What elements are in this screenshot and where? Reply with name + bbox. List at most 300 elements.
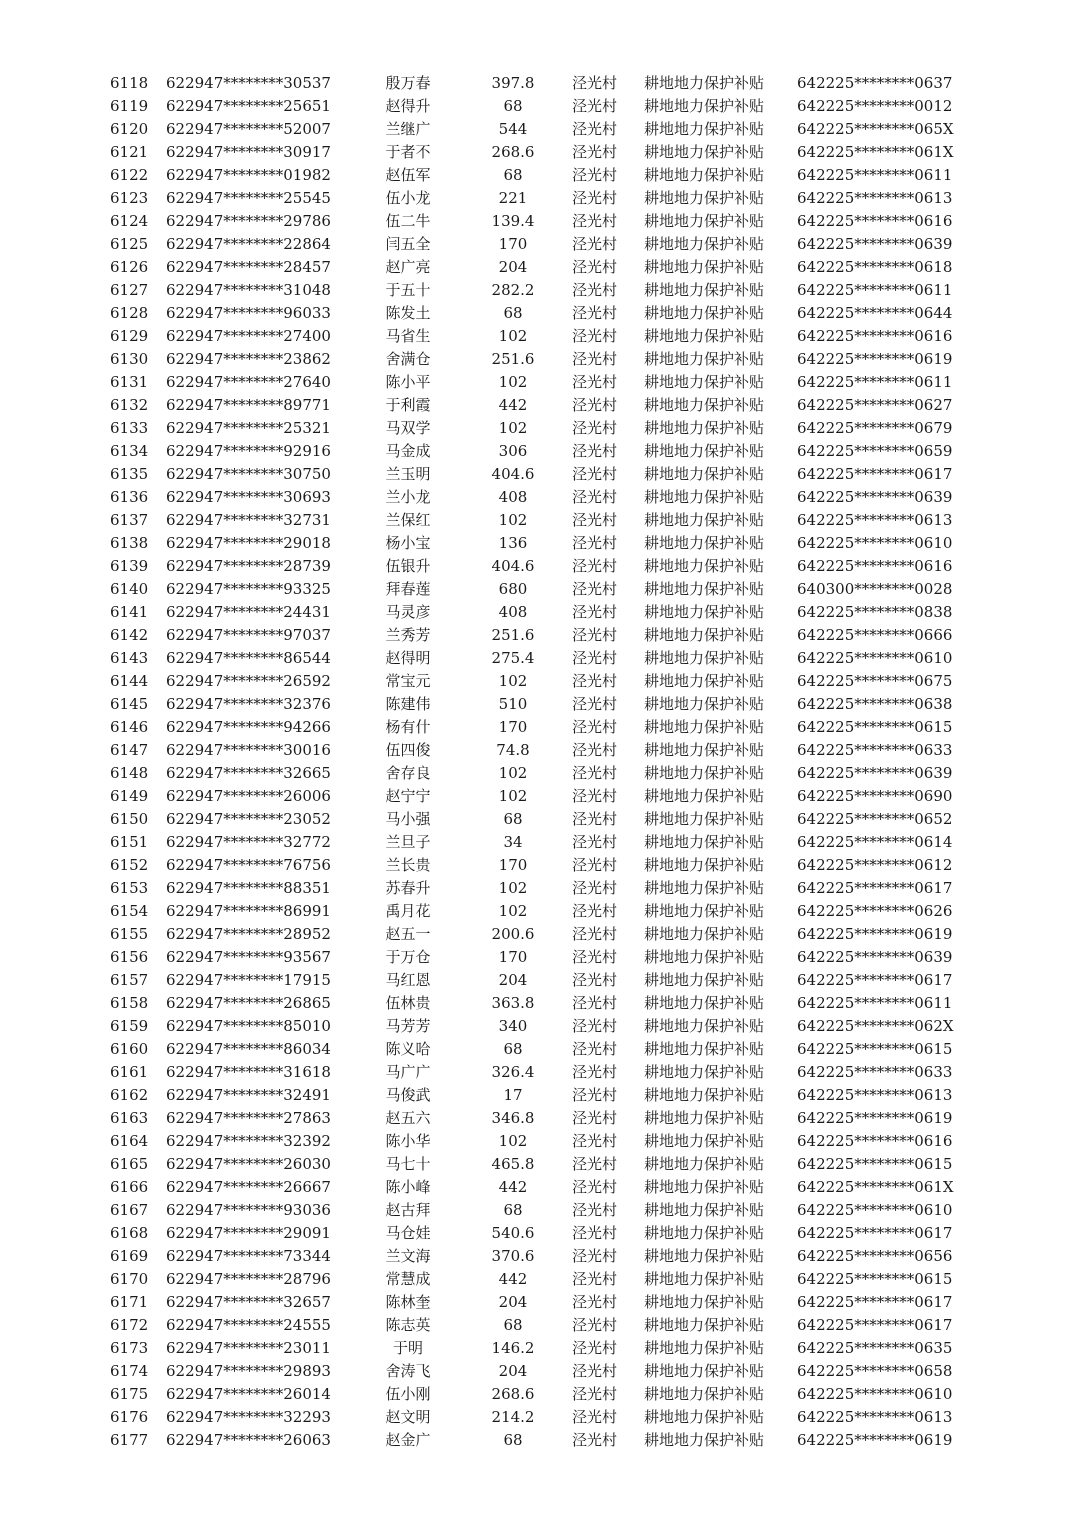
account-number: 622947********29091 xyxy=(166,1224,331,1242)
recipient-name: 伍小龙 xyxy=(385,189,431,207)
table-row xyxy=(0,1429,1074,1452)
village-name: 泾光村 xyxy=(572,1316,618,1334)
subsidy-type: 耕地地力保护补贴 xyxy=(644,1431,765,1449)
village-name: 泾光村 xyxy=(572,120,618,138)
row-index: 6121 xyxy=(110,143,149,161)
subsidy-type: 耕地地力保护补贴 xyxy=(644,1247,765,1265)
subsidy-amount: 204 xyxy=(498,1293,528,1311)
subsidy-amount: 102 xyxy=(498,373,528,391)
row-index: 6135 xyxy=(110,465,149,483)
subsidy-type: 耕地地力保护补贴 xyxy=(644,649,765,667)
account-number: 622947********27863 xyxy=(166,1109,331,1127)
village-name: 泾光村 xyxy=(572,1132,618,1150)
row-index: 6160 xyxy=(110,1040,149,1058)
table-row xyxy=(0,1314,1074,1337)
subsidy-amount: 102 xyxy=(498,764,528,782)
table-row xyxy=(0,1130,1074,1153)
recipient-name: 兰小龙 xyxy=(385,488,431,506)
subsidy-amount: 404.6 xyxy=(491,465,535,483)
village-name: 泾光村 xyxy=(572,1063,618,1081)
subsidy-type: 耕地地力保护补贴 xyxy=(644,1385,765,1403)
table-row xyxy=(0,923,1074,946)
subsidy-type: 耕地地力保护补贴 xyxy=(644,258,765,276)
account-number: 622947********32376 xyxy=(166,695,331,713)
subsidy-amount: 346.8 xyxy=(491,1109,535,1127)
id-number: 642225********0615 xyxy=(797,1270,953,1288)
table-row xyxy=(0,1406,1074,1429)
id-number: 642225********061X xyxy=(797,143,954,161)
subsidy-amount: 221 xyxy=(498,189,528,207)
table-row xyxy=(0,1107,1074,1130)
subsidy-amount: 680 xyxy=(498,580,528,598)
id-number: 642225********0618 xyxy=(797,258,953,276)
subsidy-amount: 544 xyxy=(498,120,528,138)
account-number: 622947********23862 xyxy=(166,350,331,368)
id-number: 642225********0652 xyxy=(797,810,953,828)
id-number: 642225********0656 xyxy=(797,1247,953,1265)
village-name: 泾光村 xyxy=(572,787,618,805)
table-row xyxy=(0,946,1074,969)
village-name: 泾光村 xyxy=(572,695,618,713)
village-name: 泾光村 xyxy=(572,741,618,759)
subsidy-amount: 363.8 xyxy=(491,994,535,1012)
recipient-name: 马红恩 xyxy=(385,971,431,989)
row-index: 6165 xyxy=(110,1155,149,1173)
village-name: 泾光村 xyxy=(572,1201,618,1219)
row-index: 6170 xyxy=(110,1270,149,1288)
village-name: 泾光村 xyxy=(572,143,618,161)
subsidy-type: 耕地地力保护补贴 xyxy=(644,1201,765,1219)
subsidy-amount: 204 xyxy=(498,971,528,989)
village-name: 泾光村 xyxy=(572,1109,618,1127)
subsidy-type: 耕地地力保护补贴 xyxy=(644,718,765,736)
subsidy-type: 耕地地力保护补贴 xyxy=(644,212,765,230)
account-number: 622947********30917 xyxy=(166,143,331,161)
row-index: 6158 xyxy=(110,994,149,1012)
recipient-name: 陈义哈 xyxy=(385,1040,431,1058)
village-name: 泾光村 xyxy=(572,488,618,506)
row-index: 6163 xyxy=(110,1109,149,1127)
account-number: 622947********25651 xyxy=(166,97,331,115)
table-row xyxy=(0,1015,1074,1038)
table-row xyxy=(0,1291,1074,1314)
row-index: 6149 xyxy=(110,787,149,805)
subsidy-type: 耕地地力保护补贴 xyxy=(644,1408,765,1426)
id-number: 642225********0619 xyxy=(797,925,953,943)
id-number: 642225********0617 xyxy=(797,465,953,483)
subsidy-amount: 204 xyxy=(498,258,528,276)
village-name: 泾光村 xyxy=(572,304,618,322)
table-row xyxy=(0,1199,1074,1222)
village-name: 泾光村 xyxy=(572,74,618,92)
table-row xyxy=(0,394,1074,417)
village-name: 泾光村 xyxy=(572,1362,618,1380)
subsidy-type: 耕地地力保护补贴 xyxy=(644,557,765,575)
village-name: 泾光村 xyxy=(572,649,618,667)
subsidy-type: 耕地地力保护补贴 xyxy=(644,419,765,437)
account-number: 622947********30537 xyxy=(166,74,331,92)
id-number: 642225********0617 xyxy=(797,1224,953,1242)
account-number: 622947********24431 xyxy=(166,603,331,621)
id-number: 642225********0611 xyxy=(797,166,953,184)
id-number: 642225********0616 xyxy=(797,212,953,230)
table-row xyxy=(0,555,1074,578)
table-row xyxy=(0,1176,1074,1199)
table-row xyxy=(0,1153,1074,1176)
account-number: 622947********89771 xyxy=(166,396,331,414)
account-number: 622947********88351 xyxy=(166,879,331,897)
account-number: 622947********01982 xyxy=(166,166,331,184)
table-row xyxy=(0,95,1074,118)
village-name: 泾光村 xyxy=(572,971,618,989)
id-number: 642225********0614 xyxy=(797,833,953,851)
id-number: 642225********0616 xyxy=(797,557,953,575)
subsidy-type: 耕地地力保护补贴 xyxy=(644,787,765,805)
village-name: 泾光村 xyxy=(572,235,618,253)
table-row xyxy=(0,601,1074,624)
id-number: 642225********065X xyxy=(797,120,954,138)
recipient-name: 拜春莲 xyxy=(385,580,431,598)
subsidy-type: 耕地地力保护补贴 xyxy=(644,373,765,391)
recipient-name: 赵广亮 xyxy=(385,258,431,276)
id-number: 642225********0616 xyxy=(797,1132,953,1150)
recipient-name: 陈小峰 xyxy=(385,1178,431,1196)
table-row xyxy=(0,762,1074,785)
subsidy-amount: 282.2 xyxy=(491,281,535,299)
account-number: 622947********97037 xyxy=(166,626,331,644)
table-row xyxy=(0,578,1074,601)
recipient-name: 闫五全 xyxy=(385,235,431,253)
account-number: 622947********25545 xyxy=(166,189,331,207)
recipient-name: 杨小宝 xyxy=(385,534,431,552)
id-number: 640300********0028 xyxy=(797,580,953,598)
id-number: 642225********0637 xyxy=(797,74,953,92)
recipient-name: 赵伍军 xyxy=(385,166,431,184)
recipient-name: 伍二牛 xyxy=(385,212,431,230)
village-name: 泾光村 xyxy=(572,1155,618,1173)
village-name: 泾光村 xyxy=(572,1270,618,1288)
village-name: 泾光村 xyxy=(572,764,618,782)
table-row xyxy=(0,164,1074,187)
village-name: 泾光村 xyxy=(572,925,618,943)
row-index: 6140 xyxy=(110,580,149,598)
table-row xyxy=(0,72,1074,95)
row-index: 6147 xyxy=(110,741,149,759)
id-number: 642225********0617 xyxy=(797,879,953,897)
recipient-name: 马芳芳 xyxy=(385,1017,431,1035)
row-index: 6156 xyxy=(110,948,149,966)
recipient-name: 陈小平 xyxy=(385,373,431,391)
recipient-name: 陈林奎 xyxy=(385,1293,431,1311)
account-number: 622947********85010 xyxy=(166,1017,331,1035)
recipient-name: 赵古拜 xyxy=(385,1201,431,1219)
subsidy-amount: 268.6 xyxy=(491,1385,535,1403)
subsidy-amount: 68 xyxy=(503,97,523,115)
recipient-name: 殷万春 xyxy=(385,74,431,92)
account-number: 622947********32772 xyxy=(166,833,331,851)
row-index: 6132 xyxy=(110,396,149,414)
id-number: 642225********0838 xyxy=(797,603,953,621)
subsidy-amount: 251.6 xyxy=(491,350,535,368)
table-row xyxy=(0,509,1074,532)
recipient-name: 兰保红 xyxy=(385,511,431,529)
table-row xyxy=(0,992,1074,1015)
recipient-name: 陈发土 xyxy=(385,304,431,322)
subsidy-type: 耕地地力保护补贴 xyxy=(644,74,765,92)
id-number: 642225********0619 xyxy=(797,350,953,368)
subsidy-amount: 370.6 xyxy=(491,1247,535,1265)
subsidy-type: 耕地地力保护补贴 xyxy=(644,833,765,851)
village-name: 泾光村 xyxy=(572,166,618,184)
account-number: 622947********32665 xyxy=(166,764,331,782)
subsidy-amount: 102 xyxy=(498,327,528,345)
subsidy-type: 耕地地力保护补贴 xyxy=(644,143,765,161)
row-index: 6150 xyxy=(110,810,149,828)
table-row xyxy=(0,1268,1074,1291)
subsidy-amount: 408 xyxy=(498,603,528,621)
recipient-name: 杨有什 xyxy=(385,718,431,736)
row-index: 6164 xyxy=(110,1132,149,1150)
row-index: 6173 xyxy=(110,1339,149,1357)
account-number: 622947********29893 xyxy=(166,1362,331,1380)
id-number: 642225********0012 xyxy=(797,97,953,115)
row-index: 6159 xyxy=(110,1017,149,1035)
table-row xyxy=(0,1038,1074,1061)
id-number: 642225********0615 xyxy=(797,1040,953,1058)
id-number: 642225********0626 xyxy=(797,902,953,920)
table-row xyxy=(0,969,1074,992)
recipient-name: 赵宁宁 xyxy=(385,787,431,805)
row-index: 6137 xyxy=(110,511,149,529)
id-number: 642225********0613 xyxy=(797,511,953,529)
subsidy-type: 耕地地力保护补贴 xyxy=(644,534,765,552)
table-row xyxy=(0,486,1074,509)
row-index: 6175 xyxy=(110,1385,149,1403)
recipient-name: 常慧成 xyxy=(385,1270,431,1288)
id-number: 642225********0610 xyxy=(797,1385,953,1403)
recipient-name: 伍四俊 xyxy=(385,741,431,759)
village-name: 泾光村 xyxy=(572,557,618,575)
table-row xyxy=(0,877,1074,900)
id-number: 642225********0644 xyxy=(797,304,953,322)
account-number: 622947********27400 xyxy=(166,327,331,345)
table-row xyxy=(0,1245,1074,1268)
id-number: 642225********0615 xyxy=(797,1155,953,1173)
subsidy-amount: 170 xyxy=(498,948,528,966)
account-number: 622947********26006 xyxy=(166,787,331,805)
village-name: 泾光村 xyxy=(572,419,618,437)
subsidy-amount: 540.6 xyxy=(491,1224,535,1242)
recipient-name: 兰旦子 xyxy=(385,833,431,851)
subsidy-type: 耕地地力保护补贴 xyxy=(644,511,765,529)
subsidy-amount: 275.4 xyxy=(491,649,535,667)
account-number: 622947********25321 xyxy=(166,419,331,437)
id-number: 642225********0610 xyxy=(797,534,953,552)
row-index: 6148 xyxy=(110,764,149,782)
village-name: 泾光村 xyxy=(572,465,618,483)
subsidy-type: 耕地地力保护补贴 xyxy=(644,1040,765,1058)
recipient-name: 马双学 xyxy=(385,419,431,437)
recipient-name: 陈志英 xyxy=(385,1316,431,1334)
subsidy-amount: 146.2 xyxy=(491,1339,535,1357)
account-number: 622947********22864 xyxy=(166,235,331,253)
subsidy-amount: 510 xyxy=(498,695,528,713)
subsidy-amount: 102 xyxy=(498,1132,528,1150)
subsidy-type: 耕地地力保护补贴 xyxy=(644,879,765,897)
table-row xyxy=(0,256,1074,279)
subsidy-type: 耕地地力保护补贴 xyxy=(644,1063,765,1081)
recipient-name: 兰秀芳 xyxy=(385,626,431,644)
table-row xyxy=(0,210,1074,233)
recipient-name: 赵得明 xyxy=(385,649,431,667)
table-row xyxy=(0,1360,1074,1383)
table-row xyxy=(0,1337,1074,1360)
subsidy-amount: 139.4 xyxy=(491,212,535,230)
recipient-name: 马金成 xyxy=(385,442,431,460)
recipient-name: 兰玉明 xyxy=(385,465,431,483)
account-number: 622947********32731 xyxy=(166,511,331,529)
account-number: 622947********24555 xyxy=(166,1316,331,1334)
account-number: 622947********86991 xyxy=(166,902,331,920)
row-index: 6130 xyxy=(110,350,149,368)
village-name: 泾光村 xyxy=(572,1178,618,1196)
id-number: 642225********0639 xyxy=(797,764,953,782)
village-name: 泾光村 xyxy=(572,212,618,230)
subsidy-amount: 442 xyxy=(498,1178,528,1196)
account-number: 622947********26865 xyxy=(166,994,331,1012)
table-row xyxy=(0,371,1074,394)
row-index: 6152 xyxy=(110,856,149,874)
id-number: 642225********0611 xyxy=(797,994,953,1012)
row-index: 6139 xyxy=(110,557,149,575)
subsidy-amount: 102 xyxy=(498,672,528,690)
subsidy-type: 耕地地力保护补贴 xyxy=(644,1017,765,1035)
subsidy-amount: 170 xyxy=(498,235,528,253)
account-number: 622947********31618 xyxy=(166,1063,331,1081)
subsidy-type: 耕地地力保护补贴 xyxy=(644,672,765,690)
subsidy-amount: 102 xyxy=(498,787,528,805)
subsidy-amount: 340 xyxy=(498,1017,528,1035)
id-number: 642225********0617 xyxy=(797,1293,953,1311)
subsidy-type: 耕地地力保护补贴 xyxy=(644,1086,765,1104)
subsidy-amount: 170 xyxy=(498,856,528,874)
subsidy-amount: 204 xyxy=(498,1362,528,1380)
subsidy-amount: 251.6 xyxy=(491,626,535,644)
account-number: 622947********92916 xyxy=(166,442,331,460)
recipient-name: 马七十 xyxy=(385,1155,431,1173)
village-name: 泾光村 xyxy=(572,1017,618,1035)
recipient-name: 赵五一 xyxy=(385,925,431,943)
table-row xyxy=(0,900,1074,923)
table-row xyxy=(0,1383,1074,1406)
row-index: 6123 xyxy=(110,189,149,207)
row-index: 6146 xyxy=(110,718,149,736)
subsidy-type: 耕地地力保护补贴 xyxy=(644,120,765,138)
subsidy-type: 耕地地力保护补贴 xyxy=(644,1339,765,1357)
table-row xyxy=(0,279,1074,302)
id-number: 642225********0619 xyxy=(797,1431,953,1449)
subsidy-amount: 306 xyxy=(498,442,528,460)
subsidy-amount: 68 xyxy=(503,1201,523,1219)
recipient-name: 马小强 xyxy=(385,810,431,828)
subsidy-type: 耕地地力保护补贴 xyxy=(644,856,765,874)
row-index: 6174 xyxy=(110,1362,149,1380)
table-row xyxy=(0,670,1074,693)
id-number: 642225********0610 xyxy=(797,649,953,667)
village-name: 泾光村 xyxy=(572,810,618,828)
subsidy-amount: 102 xyxy=(498,511,528,529)
village-name: 泾光村 xyxy=(572,373,618,391)
village-name: 泾光村 xyxy=(572,189,618,207)
table-row xyxy=(0,1222,1074,1245)
subsidy-type: 耕地地力保护补贴 xyxy=(644,442,765,460)
row-index: 6142 xyxy=(110,626,149,644)
subsidy-amount: 17 xyxy=(503,1086,523,1104)
subsidy-table xyxy=(0,72,1074,1452)
recipient-name: 兰继广 xyxy=(385,120,431,138)
recipient-name: 兰文海 xyxy=(385,1247,431,1265)
recipient-name: 舍涛飞 xyxy=(385,1362,431,1380)
table-row xyxy=(0,417,1074,440)
id-number: 642225********0679 xyxy=(797,419,953,437)
row-index: 6118 xyxy=(110,74,149,92)
id-number: 642225********0666 xyxy=(797,626,953,644)
village-name: 泾光村 xyxy=(572,603,618,621)
village-name: 泾光村 xyxy=(572,1385,618,1403)
subsidy-amount: 74.8 xyxy=(496,741,530,759)
subsidy-amount: 408 xyxy=(498,488,528,506)
subsidy-type: 耕地地力保护补贴 xyxy=(644,488,765,506)
id-number: 642225********0613 xyxy=(797,1408,953,1426)
table-row xyxy=(0,693,1074,716)
subsidy-type: 耕地地力保护补贴 xyxy=(644,810,765,828)
account-number: 622947********31048 xyxy=(166,281,331,299)
village-name: 泾光村 xyxy=(572,258,618,276)
subsidy-amount: 442 xyxy=(498,1270,528,1288)
id-number: 642225********062X xyxy=(797,1017,954,1035)
account-number: 622947********32293 xyxy=(166,1408,331,1426)
account-number: 622947********32392 xyxy=(166,1132,331,1150)
table-row xyxy=(0,1061,1074,1084)
village-name: 泾光村 xyxy=(572,1293,618,1311)
subsidy-type: 耕地地力保护补贴 xyxy=(644,327,765,345)
subsidy-type: 耕地地力保护补贴 xyxy=(644,695,765,713)
recipient-name: 马灵彦 xyxy=(385,603,431,621)
village-name: 泾光村 xyxy=(572,1224,618,1242)
table-row xyxy=(0,141,1074,164)
account-number: 622947********30750 xyxy=(166,465,331,483)
account-number: 622947********29018 xyxy=(166,534,331,552)
id-number: 642225********0619 xyxy=(797,1109,953,1127)
table-row xyxy=(0,854,1074,877)
row-index: 6125 xyxy=(110,235,149,253)
subsidy-amount: 102 xyxy=(498,419,528,437)
recipient-name: 伍银升 xyxy=(385,557,431,575)
recipient-name: 赵金广 xyxy=(385,1431,431,1449)
subsidy-amount: 68 xyxy=(503,1040,523,1058)
account-number: 622947********76756 xyxy=(166,856,331,874)
id-number: 642225********0617 xyxy=(797,971,953,989)
row-index: 6126 xyxy=(110,258,149,276)
subsidy-type: 耕地地力保护补贴 xyxy=(644,281,765,299)
subsidy-amount: 68 xyxy=(503,166,523,184)
village-name: 泾光村 xyxy=(572,994,618,1012)
row-index: 6143 xyxy=(110,649,149,667)
row-index: 6176 xyxy=(110,1408,149,1426)
recipient-name: 兰长贵 xyxy=(385,856,431,874)
table-row xyxy=(0,187,1074,210)
subsidy-type: 耕地地力保护补贴 xyxy=(644,626,765,644)
